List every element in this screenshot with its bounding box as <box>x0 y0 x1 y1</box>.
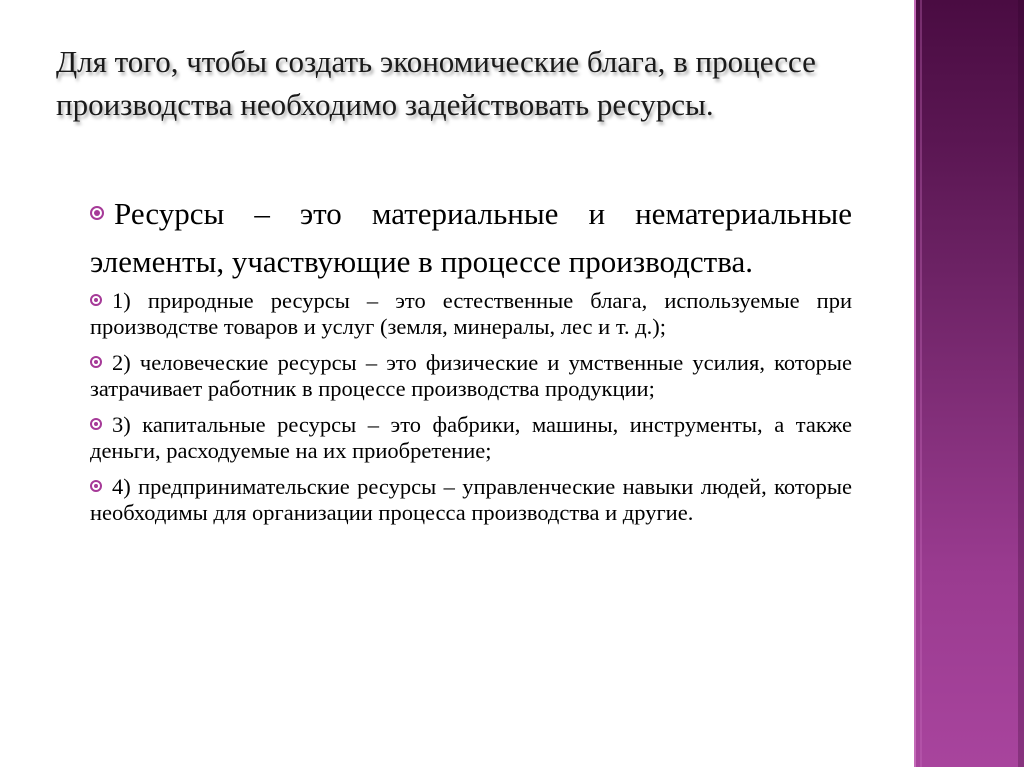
bullet-text: 4) предпринимательские ресурсы – управленческие навыки людей, которые необходимы для организации процесса производства и другие. <box>90 474 852 525</box>
bullet-definition <box>90 190 852 286</box>
bullet-capital-resources <box>90 412 852 464</box>
bullet-text: 3) капитальные ресурсы – это фабрики, машины, инструменты, а также деньги, расходуемые на их приобретение; <box>90 412 852 463</box>
decorative-side-band <box>914 0 1024 767</box>
radio-bullet-icon <box>90 206 104 220</box>
bullet-text: Ресурсы – это материальные и нематериальные элементы, участвующие в процессе производства. <box>90 196 852 279</box>
bullet-entrepreneurial-resources <box>90 474 852 526</box>
bullet-human-resources <box>90 350 852 402</box>
radio-bullet-icon <box>90 480 102 492</box>
radio-bullet-icon <box>90 418 102 430</box>
slide-title: Для того, чтобы создать экономические блага, в процессе производства необходимо задействовать ресурсы. <box>56 44 816 122</box>
bullet-text: 1) природные ресурсы – это естественные блага, используемые при производстве товаров и услуг (земля, минералы, лес и т. д.); <box>90 288 852 339</box>
bullet-list <box>90 190 852 536</box>
bullet-natural-resources <box>90 288 852 340</box>
radio-bullet-icon <box>90 356 102 368</box>
bullet-text: 2) человеческие ресурсы – это физические и умственные усилия, которые затрачивает работник в процессе производства продукции; <box>90 350 852 401</box>
radio-bullet-icon <box>90 294 102 306</box>
